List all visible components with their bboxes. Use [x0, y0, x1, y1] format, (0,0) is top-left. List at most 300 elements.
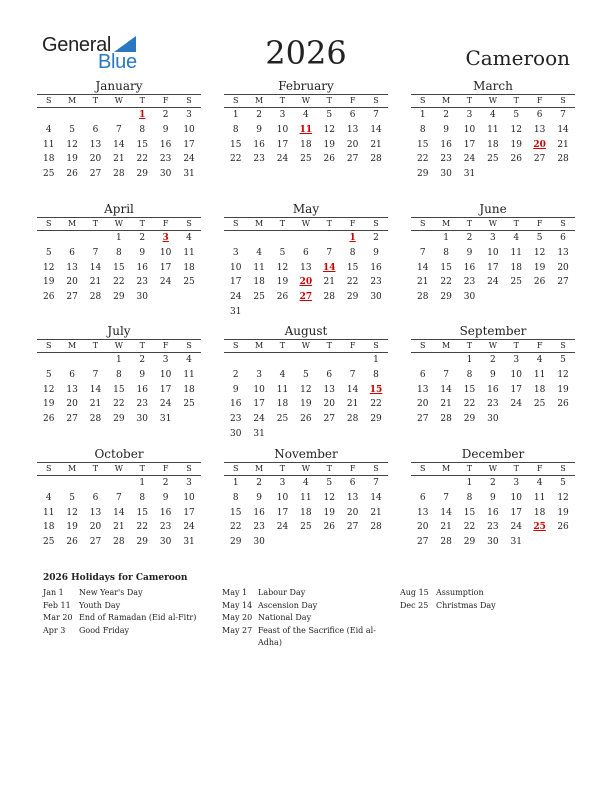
week-row: [37, 491, 201, 506]
day-cell: 23: [159, 154, 172, 165]
holiday-name: Feast of the Sacrifice (Eid al-Adha): [258, 625, 376, 647]
day-cell: 24: [183, 154, 195, 165]
day-cell: 12: [557, 492, 569, 503]
day-cell: 30: [229, 428, 242, 439]
day-cell: 10: [510, 492, 522, 503]
day-cell: 26: [323, 154, 335, 165]
day-cell: 24: [159, 399, 172, 410]
day-cell: 13: [416, 507, 429, 518]
day-cell: 2: [139, 233, 146, 243]
week-row: [411, 138, 575, 153]
day-cell: 15: [463, 384, 476, 395]
month-name: April: [104, 202, 134, 216]
holiday-date: Aug 15: [400, 588, 429, 597]
day-cell: 26: [300, 414, 312, 425]
day-cell: 7: [92, 247, 99, 258]
day-cell: 20: [346, 507, 359, 518]
day-cell: 25: [276, 414, 289, 425]
weekday-label: W: [114, 96, 123, 105]
day-cell: 2: [232, 369, 239, 380]
weekday-label: S: [232, 96, 239, 105]
day-cell: 19: [557, 384, 569, 395]
day-cell: [551, 412, 574, 427]
day-cell: 23: [229, 414, 242, 425]
day-cell: 9: [162, 492, 169, 503]
day-cell: 2: [490, 355, 496, 365]
weekday-label: M: [254, 96, 264, 105]
day-cell: 10: [487, 247, 499, 258]
day-cell: [318, 353, 341, 368]
holiday-day-cell: 11: [299, 124, 313, 135]
weekday-label: T: [326, 341, 332, 350]
logo-general-text: General: [42, 34, 112, 56]
day-cell: 3: [279, 478, 286, 488]
day-cell: [341, 427, 364, 442]
day-cell: 28: [440, 414, 452, 425]
holiday-date: May 14: [222, 600, 253, 610]
weekday-header: [224, 217, 388, 231]
day-cell: 5: [69, 492, 75, 503]
weekday-header: [37, 94, 201, 108]
day-cell: 8: [116, 369, 122, 380]
day-cell: 15: [229, 139, 242, 150]
day-cell: 26: [42, 414, 55, 425]
day-cell: [37, 353, 60, 368]
weekday-label: W: [114, 464, 123, 473]
day-cell: 26: [557, 522, 569, 533]
day-cell: 4: [186, 355, 192, 365]
day-cell: 28: [89, 414, 102, 425]
day-cell: 22: [229, 522, 242, 533]
weekday-header: [224, 94, 388, 108]
day-cell: [107, 108, 130, 123]
day-cell: [271, 231, 294, 246]
day-cell: 6: [419, 369, 426, 380]
day-cell: 28: [323, 292, 335, 303]
week-row: [224, 368, 388, 383]
weekday-label: T: [92, 341, 99, 350]
day-cell: 14: [440, 384, 452, 395]
day-cell: 23: [370, 277, 382, 288]
day-cell: 13: [89, 139, 102, 150]
week-row: [224, 506, 388, 521]
day-cell: 25: [487, 154, 499, 165]
day-cell: 30: [136, 292, 148, 303]
week-row: [411, 520, 575, 535]
weekday-label: T: [466, 464, 473, 473]
week-row: [37, 506, 201, 521]
day-cell: 17: [159, 262, 172, 273]
holiday-name: End of Ramadan (Eid al-Fitr): [79, 613, 197, 622]
day-cell: 30: [440, 169, 452, 180]
day-cell: 11: [183, 247, 195, 258]
day-cell: [294, 535, 317, 550]
weekday-label: F: [536, 464, 543, 473]
holiday-day-cell: 20: [299, 277, 313, 288]
week-row: [224, 476, 388, 491]
week-row: [224, 520, 388, 535]
week-row: [37, 123, 201, 138]
weekday-label: S: [232, 464, 239, 473]
day-cell: 25: [300, 522, 312, 533]
weekday-label: F: [536, 96, 543, 105]
weekday-header: [224, 339, 388, 353]
day-cell: 18: [183, 384, 195, 395]
day-cell: 14: [89, 384, 102, 395]
holiday-day-cell: 1: [349, 233, 356, 243]
day-cell: 3: [162, 355, 169, 365]
weekday-label: S: [45, 219, 52, 228]
day-cell: 1: [116, 355, 122, 365]
day-cell: 31: [183, 537, 195, 548]
day-cell: [247, 231, 270, 246]
weekday-label: S: [373, 341, 379, 350]
day-cell: [294, 353, 317, 368]
weekday-label: S: [560, 464, 566, 473]
week-row: [37, 138, 201, 153]
week-row: [224, 246, 388, 261]
month-july: [37, 324, 201, 427]
day-cell: 13: [533, 124, 546, 135]
day-cell: 29: [136, 537, 148, 548]
week-row: [411, 383, 575, 398]
day-cell: [528, 290, 551, 305]
weekday-header: [411, 94, 575, 108]
weekday-label: T: [466, 341, 473, 350]
weekday-label: M: [67, 341, 77, 350]
weekday-header: [37, 217, 201, 231]
weekday-label: M: [441, 341, 451, 350]
day-cell: 23: [487, 522, 499, 533]
day-cell: 15: [136, 139, 148, 150]
day-cell: 4: [303, 478, 309, 488]
week-row: [411, 491, 575, 506]
day-cell: 2: [256, 110, 262, 120]
day-cell: 24: [276, 522, 289, 533]
month-november: [224, 447, 388, 550]
day-cell: 2: [162, 478, 169, 488]
weekday-label: S: [419, 341, 426, 350]
holiday-day-cell: 1: [139, 110, 146, 120]
weekday-label: T: [279, 96, 286, 105]
day-cell: [505, 412, 528, 427]
month-name: November: [274, 447, 338, 461]
day-cell: 2: [162, 110, 169, 120]
day-cell: [364, 305, 387, 320]
weekday-header: [224, 462, 388, 476]
day-cell: 2: [256, 478, 262, 488]
day-cell: 13: [300, 262, 312, 273]
day-cell: 17: [510, 384, 522, 395]
day-cell: [481, 167, 504, 182]
week-row: [37, 520, 201, 535]
day-cell: [318, 535, 341, 550]
page-title-year: 2026: [265, 34, 347, 72]
day-cell: 6: [536, 110, 543, 120]
week-row: [224, 231, 388, 246]
day-cell: 13: [323, 384, 335, 395]
day-cell: 25: [183, 399, 195, 410]
day-cell: 20: [89, 154, 102, 165]
week-row: [37, 353, 201, 368]
day-cell: [434, 353, 457, 368]
weekday-label: T: [466, 96, 473, 105]
weekday-label: T: [513, 96, 519, 105]
day-cell: 9: [139, 247, 146, 258]
day-cell: 31: [229, 306, 242, 317]
day-cell: 20: [416, 399, 429, 410]
day-cell: 1: [232, 110, 239, 120]
day-cell: 24: [463, 154, 476, 165]
day-cell: [60, 476, 83, 491]
holiday-name: New Year's Day: [79, 588, 143, 597]
day-cell: 6: [349, 110, 356, 120]
week-row: [224, 535, 388, 550]
day-cell: 27: [66, 292, 78, 303]
holiday-day-cell: 25: [533, 522, 546, 533]
day-cell: [505, 290, 528, 305]
week-row: [37, 397, 201, 412]
weekday-label: F: [162, 96, 169, 105]
week-row: [224, 261, 388, 276]
weekday-label: S: [419, 96, 426, 105]
holiday-column: [400, 587, 562, 612]
day-cell: 19: [533, 262, 546, 273]
weekday-label: T: [92, 219, 99, 228]
day-cell: 10: [183, 492, 195, 503]
day-cell: 25: [300, 154, 312, 165]
holiday-day-cell: 15: [369, 384, 383, 395]
day-cell: 12: [42, 262, 55, 273]
week-row: [224, 412, 388, 427]
week-row: [411, 476, 575, 491]
day-cell: 25: [253, 292, 265, 303]
day-cell: 5: [560, 478, 566, 488]
day-cell: 17: [253, 399, 265, 410]
day-cell: 7: [349, 369, 356, 380]
day-cell: 14: [370, 492, 382, 503]
day-cell: [341, 353, 364, 368]
week-row: [224, 138, 388, 153]
weekday-label: T: [513, 341, 519, 350]
day-cell: 30: [370, 292, 382, 303]
day-cell: 2: [443, 110, 449, 120]
day-cell: 5: [560, 355, 566, 365]
weekday-label: S: [419, 464, 426, 473]
day-cell: 16: [159, 507, 172, 518]
day-cell: 7: [443, 369, 449, 380]
day-cell: 16: [136, 262, 148, 273]
month-name: May: [292, 202, 320, 216]
week-row: [224, 108, 388, 123]
day-cell: [318, 427, 341, 442]
week-row: [411, 231, 575, 246]
day-cell: 1: [139, 478, 146, 488]
day-cell: 15: [136, 507, 148, 518]
day-cell: 4: [536, 478, 543, 488]
day-cell: 16: [253, 507, 265, 518]
day-cell: 11: [300, 492, 312, 503]
day-cell: 26: [276, 292, 289, 303]
day-cell: 19: [510, 139, 522, 150]
day-cell: [411, 476, 434, 491]
day-cell: 20: [416, 522, 429, 533]
weekday-label: F: [349, 96, 356, 105]
weekday-label: T: [279, 464, 286, 473]
day-cell: 18: [300, 507, 312, 518]
day-cell: 6: [69, 369, 75, 380]
day-cell: 4: [513, 233, 520, 243]
day-cell: 8: [349, 247, 356, 258]
month-may: [224, 202, 388, 320]
day-cell: 15: [113, 262, 125, 273]
holiday-name: Good Friday: [79, 625, 130, 635]
month-name: October: [94, 447, 144, 461]
day-cell: [247, 305, 270, 320]
month-name: September: [459, 324, 527, 338]
weekday-label: T: [92, 96, 99, 105]
weekday-label: S: [560, 96, 566, 105]
day-cell: 24: [487, 277, 499, 288]
weekday-label: T: [139, 96, 145, 105]
day-cell: 12: [66, 507, 78, 518]
weekday-label: W: [301, 341, 310, 350]
day-cell: 22: [229, 154, 242, 165]
weekday-label: S: [186, 341, 192, 350]
day-cell: 27: [416, 414, 429, 425]
week-row: [224, 353, 388, 368]
day-cell: 14: [370, 124, 382, 135]
weekday-label: T: [139, 341, 145, 350]
day-cell: 17: [487, 262, 499, 273]
day-cell: 7: [326, 247, 333, 258]
month-december: [411, 447, 575, 550]
day-cell: 30: [463, 292, 476, 303]
week-row: [37, 275, 201, 290]
day-cell: 26: [42, 292, 55, 303]
day-cell: [37, 231, 60, 246]
weekday-label: T: [279, 341, 286, 350]
weekday-label: F: [162, 464, 169, 473]
weekday-label: W: [488, 219, 497, 228]
day-cell: 27: [66, 414, 78, 425]
day-cell: 7: [116, 492, 122, 503]
day-cell: 19: [557, 507, 569, 518]
month-september: [411, 324, 575, 427]
day-cell: 9: [232, 384, 239, 395]
weekday-label: S: [560, 341, 566, 350]
day-cell: 30: [136, 414, 148, 425]
day-cell: [528, 167, 551, 182]
day-cell: 9: [490, 369, 496, 380]
weekday-label: W: [488, 96, 497, 105]
day-cell: [551, 290, 574, 305]
weekday-label: T: [513, 464, 519, 473]
holiday-day-cell: 27: [299, 292, 313, 303]
day-cell: 3: [256, 369, 262, 380]
day-cell: 18: [183, 262, 195, 273]
week-row: [411, 152, 575, 167]
weekday-label: M: [67, 219, 77, 228]
day-cell: 22: [463, 522, 476, 533]
weekday-header: [411, 217, 575, 231]
day-cell: 13: [557, 247, 569, 258]
day-cell: 10: [276, 492, 289, 503]
day-cell: 7: [373, 478, 379, 488]
week-row: [37, 108, 201, 123]
day-cell: 18: [276, 399, 289, 410]
holiday-name: Labour Day: [258, 588, 306, 597]
day-cell: 9: [256, 124, 262, 135]
day-cell: 8: [116, 247, 122, 258]
day-cell: 3: [513, 355, 520, 365]
day-cell: 12: [300, 384, 312, 395]
day-cell: 1: [373, 355, 379, 365]
day-cell: 4: [490, 110, 496, 120]
day-cell: 23: [136, 277, 148, 288]
day-cell: 4: [536, 355, 543, 365]
day-cell: 2: [466, 233, 473, 243]
holiday-date: Jan 1: [43, 588, 64, 597]
holiday-day-cell: 14: [322, 262, 336, 273]
week-row: [224, 275, 388, 290]
day-cell: 19: [300, 399, 312, 410]
day-cell: 25: [183, 277, 195, 288]
month-february: [224, 79, 388, 167]
day-cell: 30: [159, 169, 172, 180]
day-cell: 19: [66, 154, 78, 165]
day-cell: 15: [113, 384, 125, 395]
weekday-header: [411, 339, 575, 353]
day-cell: 6: [92, 492, 99, 503]
day-cell: 27: [89, 169, 102, 180]
weekday-label: W: [301, 219, 310, 228]
weekday-label: S: [232, 219, 239, 228]
day-cell: 10: [253, 384, 265, 395]
day-cell: 18: [487, 139, 499, 150]
day-cell: 21: [113, 522, 125, 533]
weekday-label: M: [441, 464, 451, 473]
day-cell: 17: [510, 507, 522, 518]
holiday-date: May 20: [222, 613, 253, 622]
holiday-name: National Day: [258, 613, 312, 622]
day-cell: 10: [159, 247, 172, 258]
day-cell: 14: [416, 262, 429, 273]
day-cell: 18: [533, 507, 546, 518]
week-row: [411, 261, 575, 276]
day-cell: 23: [253, 154, 265, 165]
day-cell: 12: [66, 139, 78, 150]
day-cell: [84, 476, 107, 491]
day-cell: [37, 108, 60, 123]
day-cell: 6: [349, 478, 356, 488]
weekday-label: S: [45, 464, 52, 473]
day-cell: 22: [113, 277, 125, 288]
day-cell: 11: [533, 492, 546, 503]
weekday-label: F: [349, 219, 356, 228]
day-cell: 28: [370, 154, 382, 165]
day-cell: 12: [323, 124, 335, 135]
day-cell: 27: [346, 154, 359, 165]
weekday-label: S: [186, 219, 192, 228]
month-june: [411, 202, 575, 305]
day-cell: 24: [229, 292, 242, 303]
day-cell: 19: [323, 507, 335, 518]
day-cell: 23: [136, 399, 148, 410]
day-cell: 26: [323, 522, 335, 533]
day-cell: 17: [159, 384, 172, 395]
holiday-item: [222, 612, 384, 625]
